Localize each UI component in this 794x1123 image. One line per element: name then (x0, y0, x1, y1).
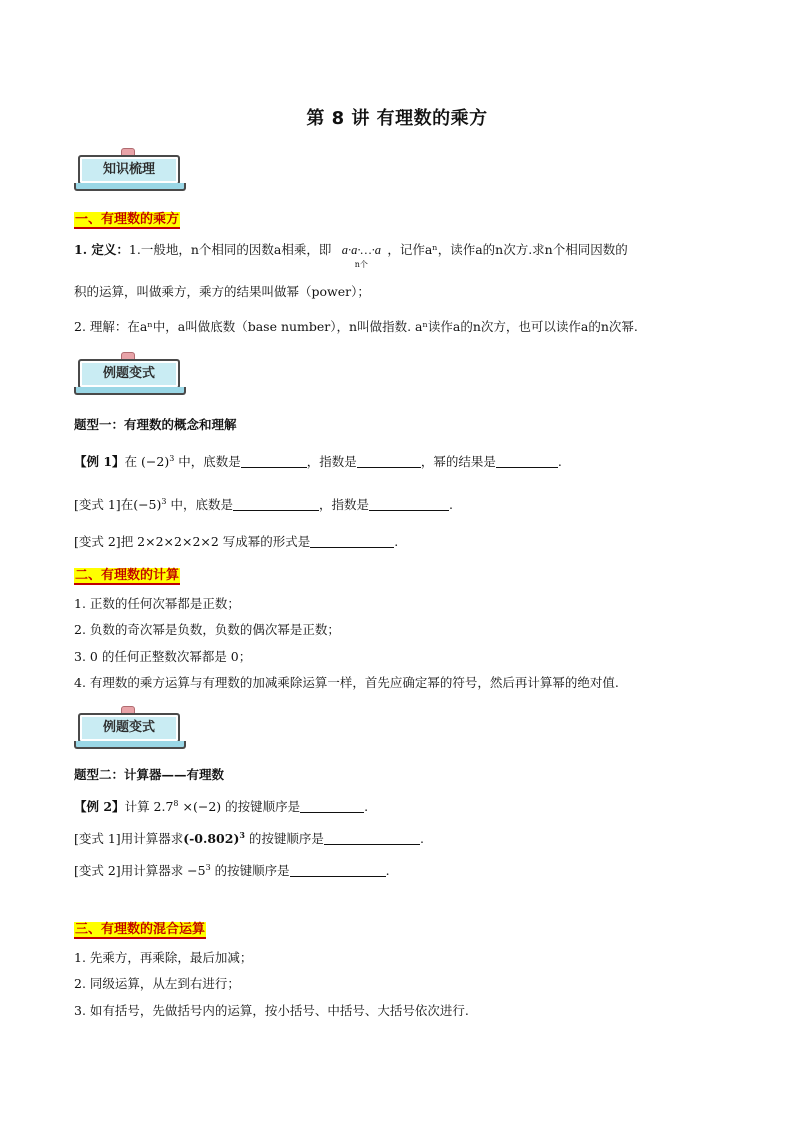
section3-item-2: 2. 同级运算，从左到右进行； (74, 976, 240, 991)
understanding-line: 2. 理解：在aⁿ中，a叫做底数（base number），n叫做指数. aⁿ读作a的n次方，也可以读作a的n次幂. (74, 319, 638, 334)
section1-heading: 一、有理数的乘方 (75, 212, 180, 227)
example1-blank-result[interactable] (496, 454, 558, 468)
section2-heading-line (74, 564, 180, 583)
badge-examples-1 (74, 352, 182, 396)
definition-formula-text: a·a·…·a (341, 243, 381, 257)
type2-heading: 题型二：计算器——有理数 (74, 767, 225, 782)
definition-number: 1. 定义： (74, 242, 129, 257)
badge-knowledge-label: 知识梳理 (102, 162, 155, 177)
variant1-1-blank-base[interactable] (233, 497, 319, 511)
variant1-1-end: . (448, 497, 453, 512)
section3-item-3: 3. 如有括号，先做括号内的运算，按小括号、中括号、大括号依次进行. (74, 1003, 469, 1018)
definition-text: 1.一般地，n个相同的因数a相乘，即 (128, 242, 332, 257)
example1-pre: 在 (−2) (124, 454, 170, 469)
definition-line-1 (74, 240, 628, 269)
variant2-2-exponent: 3 (205, 862, 211, 872)
example1-exponent: 3 (169, 453, 175, 463)
variant1-2-text: 把 2×2×2×2×2 写成幂的形式是 (120, 534, 311, 549)
variant2-1-post: 的按键顺序是 (244, 831, 324, 846)
section2-heading: 二、有理数的计算 (75, 568, 180, 583)
section3-heading-line (74, 918, 206, 937)
example2-post: ×(−2) 的按键顺序是 (178, 799, 301, 814)
example1-mid2: ，指数是 (306, 454, 357, 469)
example1-end: . (557, 454, 562, 469)
page-title: 第 8 讲 有理数的乘方 (306, 108, 488, 129)
example2-pre: 计算 2.7 (124, 799, 174, 814)
variant2-2-label: [变式 2] (74, 863, 121, 878)
variant1-2-label: [变式 2] (74, 534, 121, 549)
variant1-2-line (74, 532, 398, 550)
section2-item-4: 4. 有理数的乘方运算与有理数的加减乘除运算一样，首先应确定幂的符号，然后再计算幂的绝对值. (74, 675, 619, 690)
definition-formula-under: n个 (354, 260, 368, 269)
example1-line (74, 452, 562, 470)
variant1-1-mid2: ，指数是 (318, 497, 369, 512)
example2-blank[interactable] (300, 799, 364, 813)
section3-heading: 三、有理数的混合运算 (75, 922, 206, 937)
variant1-1-pre: 在(−5) (120, 497, 162, 512)
section2-item-3: 3. 0 的任何正整数次幂都是 0； (74, 649, 252, 664)
example1-mid1: 中，底数是 (174, 454, 241, 469)
variant2-2-pre: 用计算器求 −5 (120, 863, 206, 878)
example1-label: 【例 1】 (74, 454, 125, 469)
variant1-1-exponent: 3 (161, 496, 167, 506)
variant1-1-mid1: 中，底数是 (166, 497, 233, 512)
variant2-2-end: . (385, 863, 390, 878)
example1-blank-base[interactable] (241, 454, 307, 468)
variant1-1-blank-exponent[interactable] (369, 497, 449, 511)
badge-examples-2 (74, 706, 182, 750)
section1-heading-line (74, 208, 180, 227)
example2-end: . (364, 799, 369, 814)
variant1-2-end: . (394, 534, 399, 549)
variant2-2-line (74, 861, 390, 879)
variant1-1-line (74, 495, 453, 513)
definition-text-end: ，记作aⁿ，读作a的n次方.求n个相同因数的 (387, 242, 628, 257)
variant2-1-expr: (-0.802) (183, 831, 240, 846)
variant2-1-label: [变式 1] (74, 831, 121, 846)
variant2-1-line (74, 829, 424, 847)
example1-mid3: ，幂的结果是 (420, 454, 496, 469)
variant2-2-blank[interactable] (290, 863, 386, 877)
example1-blank-exponent[interactable] (357, 454, 421, 468)
section2-item-2: 2. 负数的奇次幂是负数，负数的偶次幂是正数； (74, 622, 340, 637)
variant2-1-pre: 用计算器求 (120, 831, 184, 846)
badge-examples-2-label: 例题变式 (102, 720, 155, 735)
variant1-1-label: [变式 1] (74, 497, 121, 512)
definition-line-2: 积的运算，叫做乘方，乘方的结果叫做幂（power）； (74, 284, 370, 299)
type1-heading: 题型一：有理数的概念和理解 (74, 417, 237, 432)
section3-item-1: 1. 先乘方，再乘除，最后加减； (74, 950, 253, 965)
variant1-2-blank[interactable] (310, 534, 394, 548)
section2-item-1: 1. 正数的任何次幂都是正数； (74, 596, 240, 611)
variant2-2-post: 的按键顺序是 (210, 863, 290, 878)
badge-knowledge (74, 148, 182, 192)
example2-label: 【例 2】 (74, 799, 125, 814)
example2-exponent: 8 (173, 798, 179, 808)
variant2-1-end: . (419, 831, 424, 846)
variant2-1-exponent: 3 (239, 829, 245, 840)
example2-line (74, 797, 368, 815)
variant2-1-blank[interactable] (324, 831, 420, 845)
definition-formula (335, 242, 387, 269)
badge-examples-1-label: 例题变式 (102, 366, 155, 381)
